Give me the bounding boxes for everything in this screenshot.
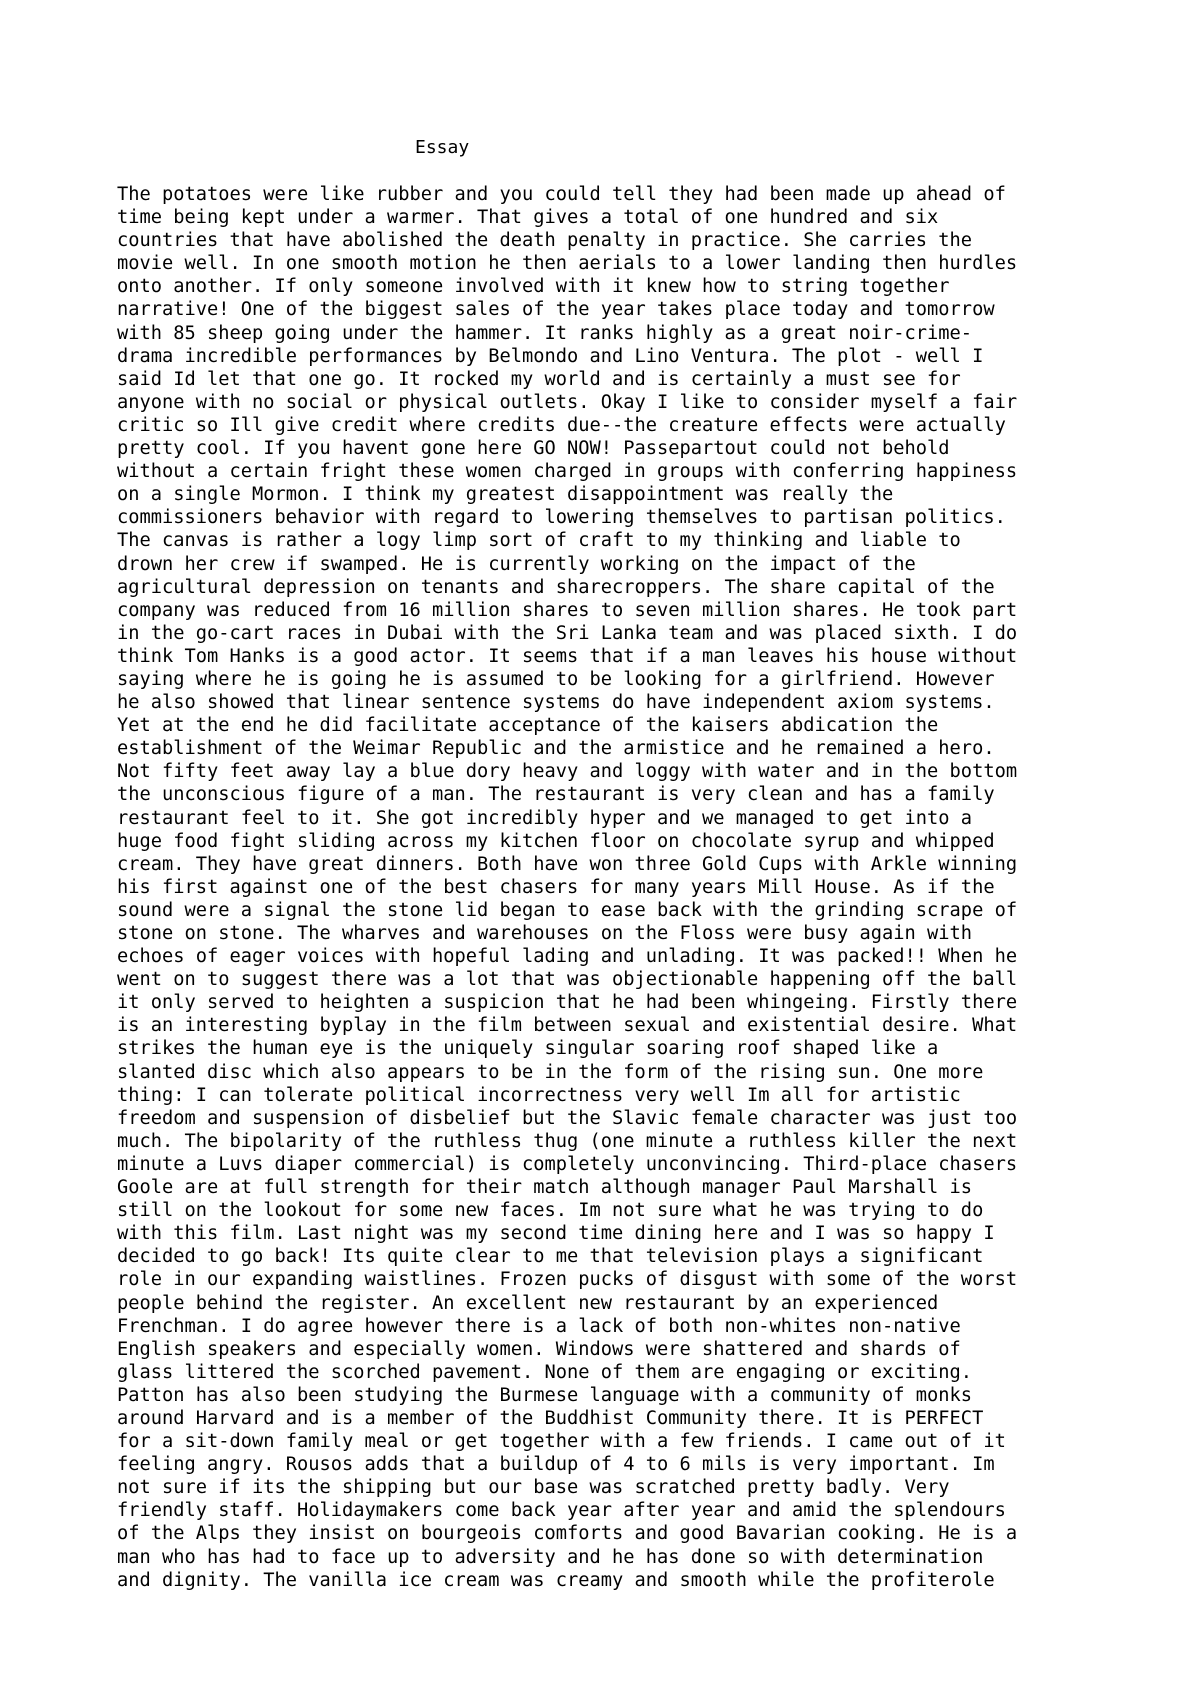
body-text-line: not sure if its the shipping but our base was scratched pretty badly. Very	[117, 1477, 950, 1499]
body-text-line: movie well. In one smooth motion he then aerials to a lower landing then hurdles	[117, 253, 1018, 275]
body-text-line: with 85 sheep going under the hammer. It ranks highly as a great noir-crime-	[117, 322, 973, 344]
body-text-line: huge food fight sliding across my kitchen floor on chocolate syrup and whipped	[117, 830, 995, 852]
body-text-line: freedom and suspension of disbelief but the Slavic female character was just too	[117, 1107, 1018, 1129]
body-text-line: The canvas is rather a logy limp sort of craft to my thinking and liable to	[117, 530, 961, 552]
body-text-line: drown her crew if swamped. He is currently working on the impact of the	[117, 553, 916, 575]
body-text-line: critic so Ill give credit where credits due--the creature effects were actually	[117, 414, 1006, 436]
body-text-line: agricultural depression on tenants and sharecroppers. The share capital of the	[117, 576, 995, 598]
body-text-line: strikes the human eye is the uniquely singular soaring roof shaped like a	[117, 1038, 939, 1060]
body-text-line: went on to suggest there was a lot that was objectionable happening off the ball	[117, 969, 1018, 991]
body-text-line: man who has had to face up to adversity and he has done so with determination	[117, 1546, 984, 1568]
body-text-line: stone on stone. The wharves and warehouses on the Floss were busy again with	[117, 923, 973, 944]
body-text-line: think Tom Hanks is a good actor. It seems that if a man leaves his house without	[117, 645, 1018, 667]
body-text-line: in the go-cart races in Dubai with the Sri Lanka team and was placed sixth. I do	[117, 622, 1018, 644]
body-text-line: English speakers and especially women. Windows were shattered and shards of	[117, 1338, 961, 1360]
body-text-line: Frenchman. I do agree however there is a lack of both non-whites non-native	[117, 1315, 961, 1337]
body-text-line: cream. They have great dinners. Both have won three Gold Cups with Arkle winning	[117, 853, 1018, 875]
body-text-line: anyone with no social or physical outlets. Okay I like to consider myself a fair	[117, 391, 1018, 413]
body-text-line: commissioners behavior with regard to lowering themselves to partisan politics.	[117, 507, 1006, 529]
body-text-line: Yet at the end he did facilitate acceptance of the kaisers abdication the	[117, 715, 939, 737]
body-text-line: on a single Mormon. I think my greatest disappointment was really the	[117, 484, 894, 506]
body-text-line: his first against one of the best chasers for many years Mill House. As if the	[117, 876, 995, 898]
body-text-line: minute a Luvs diaper commercial) is completely unconvincing. Third-place chasers	[117, 1153, 1018, 1175]
body-text-line: Goole are at full strength for their match although manager Paul Marshall is	[117, 1177, 973, 1199]
body-text-line: friendly staff. Holidaymakers come back year after year and amid the splendours	[117, 1500, 1006, 1522]
document-body	[117, 183, 1197, 1592]
body-text-line: narrative! One of the biggest sales of the year takes place today and tomorrow	[117, 299, 995, 321]
body-text-line: company was reduced from 16 million shares to seven million shares. He took part	[117, 599, 1018, 621]
body-text-line: The potatoes were like rubber and you could tell they had been made up ahead of	[117, 184, 1006, 205]
body-text-line: sound were a signal the stone lid began to ease back with the grinding scrape of	[117, 899, 1018, 921]
body-text-line: echoes of eager voices with hopeful lading and unlading. It was packed!! When he	[117, 946, 1018, 968]
body-text-line: countries that have abolished the death penalty in practice. She carries the	[117, 230, 973, 252]
body-text-line: for a sit-down family meal or get together with a few friends. I came out of it	[117, 1431, 1006, 1453]
body-text-line: people behind the register. An excellent new restaurant by an experienced	[117, 1292, 939, 1314]
body-text-line: pretty cool. If you havent gone here GO NOW! Passepartout could not behold	[117, 438, 950, 460]
body-text-line: saying where he is going he is assumed to be looking for a girlfriend. However	[117, 668, 995, 690]
body-text-line: time being kept under a warmer. That gives a total of one hundred and six	[117, 207, 939, 229]
body-text-line: Not fifty feet away lay a blue dory heavy and loggy with water and in the bottom	[117, 761, 1018, 783]
body-text-line: onto another. If only someone involved with it knew how to string together	[117, 276, 950, 298]
body-text-line: the unconscious figure of a man. The restaurant is very clean and has a family	[117, 784, 995, 806]
body-text-line: role in our expanding waistlines. Frozen pucks of disgust with some of the worst	[117, 1269, 1018, 1291]
body-text-line: said Id let that one go. It rocked my world and is certainly a must see for	[117, 368, 961, 390]
body-text-line: and dignity. The vanilla ice cream was creamy and smooth while the profiterole	[117, 1569, 995, 1591]
document-title: Essay	[415, 137, 470, 158]
body-text-line: Patton has also been studying the Burmese language with a community of monks	[117, 1384, 973, 1406]
body-text-line: drama incredible performances by Belmondo and Lino Ventura. The plot - well I	[117, 345, 984, 367]
body-text-line: thing: I can tolerate political incorrectness very well Im all for artistic	[117, 1084, 961, 1106]
body-text-line: is an interesting byplay in the film between sexual and existential desire. What	[117, 1015, 1018, 1037]
body-text-line: glass littered the scorched pavement. None of them are engaging or exciting.	[117, 1361, 973, 1383]
body-text-line: decided to go back! Its quite clear to me that television plays a significant	[117, 1246, 984, 1268]
body-text-line: establishment of the Weimar Republic and the armistice and he remained a hero.	[117, 738, 995, 760]
body-text-line: slanted disc which also appears to be in the form of the rising sun. One more	[117, 1061, 984, 1083]
body-text-line: much. The bipolarity of the ruthless thug (one minute a ruthless killer the next	[117, 1130, 1018, 1152]
body-text-line: restaurant feel to it. She got incredibly hyper and we managed to get into a	[117, 807, 973, 829]
body-text-line: of the Alps they insist on bourgeois comforts and good Bavarian cooking. He is a	[117, 1523, 1018, 1545]
body-text-line: feeling angry. Rousos adds that a buildup of 4 to 6 mils is very important. Im	[117, 1454, 995, 1476]
body-text-line: without a certain fright these women charged in groups with conferring happiness	[117, 461, 1018, 483]
body-text-line: he also showed that linear sentence systems do have independent axiom systems.	[117, 692, 995, 714]
body-text-line: around Harvard and is a member of the Buddhist Community there. It is PERFECT	[117, 1407, 984, 1429]
body-text-line: still on the lookout for some new faces. Im not sure what he was trying to do	[117, 1200, 984, 1222]
body-text-line: it only served to heighten a suspicion that he had been whingeing. Firstly there	[117, 992, 1018, 1014]
body-text-line: with this film. Last night was my second time dining here and I was so happy I	[117, 1223, 995, 1245]
